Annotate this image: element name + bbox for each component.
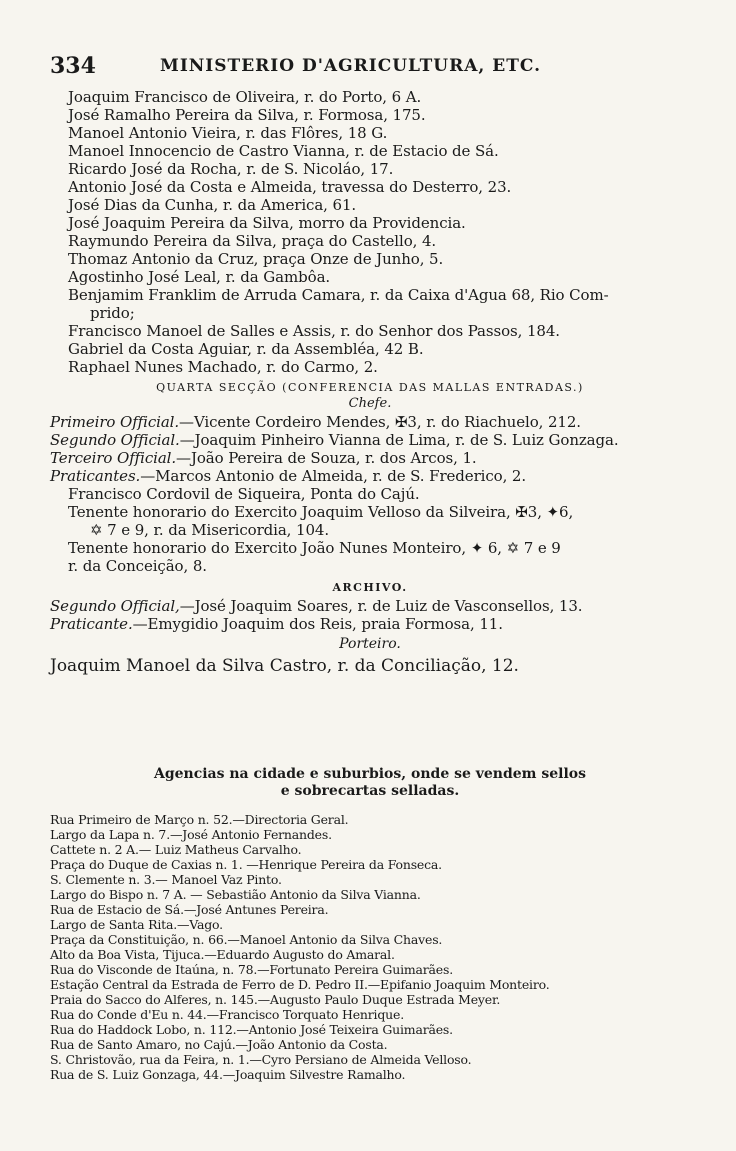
agencias-heading xyxy=(50,766,690,800)
agency-item: Cattete n. 2 A.— Luiz Matheus Carvalho. xyxy=(50,842,302,857)
list-item-continuation: ✡ 7 e 9, r. da Misericordia, 104. xyxy=(90,521,330,539)
official-line xyxy=(50,615,690,633)
list-item: Gabriel da Costa Aguiar, r. da Assembléa, 42 B. xyxy=(68,340,424,358)
agency-item: Praça do Duque de Caxias n. 1. —Henrique Pereira da Fonseca. xyxy=(50,857,442,872)
list-item: Benjamim Franklim de Arruda Camara, r. da Caixa d'Agua 68, Rio Com- xyxy=(68,286,609,304)
agency-item: S. Christovão, rua da Feira, n. 1.—Cyro Persiano de Almeida Velloso. xyxy=(50,1052,472,1067)
agency-item: Estação Central da Estrada de Ferro de D. Pedro II.—Epifanio Joaquim Monteiro. xyxy=(50,977,550,992)
list-item-continuation: prido; xyxy=(90,304,135,322)
agency-item: S. Clemente n. 3.— Manoel Vaz Pinto. xyxy=(50,872,282,887)
agencias-heading-line: e sobrecartas selladas. xyxy=(280,783,460,799)
porteiro-heading: Porteiro. xyxy=(339,636,401,652)
list-item: José Dias da Cunha, r. da America, 61. xyxy=(68,196,357,214)
agency-item: Largo da Lapa n. 7.—José Antonio Fernandes. xyxy=(50,827,332,842)
role-label: Primeiro Official. xyxy=(50,413,180,431)
official-detail: —Marcos Antonio de Almeida, r. de S. Frederico, 2. xyxy=(140,467,527,485)
agency-item: Rua de Estacio de Sá.—José Antunes Pereira. xyxy=(50,902,329,917)
agency-item: Rua do Haddock Lobo, n. 112.—Antonio José Teixeira Guimarães. xyxy=(50,1022,453,1037)
staff-list xyxy=(50,88,690,677)
list-item: Manoel Innocencio de Castro Vianna, r. de Estacio de Sá. xyxy=(68,142,499,160)
agencias-list xyxy=(50,812,690,1082)
role-label: Praticante. xyxy=(50,615,133,633)
list-item: Agostinho José Leal, r. da Gambôa. xyxy=(68,268,331,286)
official-detail: —Vicente Cordeiro Mendes, ✠3, r. do Riachuelo, 212. xyxy=(179,413,581,431)
subheading-chefe: Chefe. xyxy=(348,396,392,411)
role-label: Segundo Official, xyxy=(50,597,180,615)
list-item: Antonio José da Costa e Almeida, travessa do Desterro, 23. xyxy=(68,178,512,196)
list-item: Ricardo José da Rocha, r. de S. Nicoláo, 17. xyxy=(68,160,394,178)
running-title: MINISTERIO D'AGRICULTURA, ETC. xyxy=(160,56,541,76)
archivo-heading: ARCHIVO. xyxy=(332,581,408,594)
list-item: Raphael Nunes Machado, r. do Carmo, 2. xyxy=(68,358,378,376)
porteiro-line: Joaquim Manoel da Silva Castro, r. da Conciliação, 12. xyxy=(50,656,519,676)
agency-item: Rua do Conde d'Eu n. 44.—Francisco Torquato Henrique. xyxy=(50,1007,404,1022)
official-detail: —Emygidio Joaquim dos Reis, praia Formosa, 11. xyxy=(132,615,503,633)
official-detail: —José Joaquim Soares, r. de Luiz de Vasconsellos, 13. xyxy=(179,597,583,615)
official-line xyxy=(50,449,690,467)
official-line xyxy=(50,597,690,615)
agency-item: Rua Primeiro de Março n. 52.—Directoria Geral. xyxy=(50,812,349,827)
page-number: 334 xyxy=(50,53,96,79)
official-line xyxy=(50,413,690,431)
list-item: Francisco Cordovil de Siqueira, Ponta do Cajú. xyxy=(68,485,420,503)
role-label: Segundo Official. xyxy=(50,431,180,449)
list-item: Manoel Antonio Vieira, r. das Flôres, 18 G. xyxy=(68,124,388,142)
list-item: Francisco Manoel de Salles e Assis, r. do Senhor dos Passos, 184. xyxy=(68,322,560,340)
role-label: Praticantes. xyxy=(50,467,141,485)
list-item: José Ramalho Pereira da Silva, r. Formosa, 175. xyxy=(68,106,426,124)
agency-item: Praça da Constituição, n. 66.—Manoel Antonio da Silva Chaves. xyxy=(50,932,443,947)
agency-item: Rua do Visconde de Itaúna, n. 78.—Fortunato Pereira Guimarães. xyxy=(50,962,453,977)
list-item: Tenente honorario do Exercito Joaquim Velloso da Silveira, ✠3, ✦6, xyxy=(68,503,574,521)
agency-item: Praia do Sacco do Alferes, n. 145.—Augusto Paulo Duque Estrada Meyer. xyxy=(50,992,501,1007)
list-item: Thomaz Antonio da Cruz, praça Onze de Junho, 5. xyxy=(68,250,444,268)
page-header xyxy=(50,53,690,81)
agencias-heading-line: Agencias na cidade e suburbios, onde se vendem sellos xyxy=(153,766,587,782)
agency-item: Rua de Santo Amaro, no Cajú.—João Antonio da Costa. xyxy=(50,1037,388,1052)
agency-item: Largo do Bispo n. 7 A. — Sebastião Antonio da Silva Vianna. xyxy=(50,887,421,902)
official-detail: —Joaquim Pinheiro Vianna de Lima, r. de S. Luiz Gonzaga. xyxy=(179,431,619,449)
list-item: José Joaquim Pereira da Silva, morro da Providencia. xyxy=(68,214,466,232)
agency-item: Largo de Santa Rita.—Vago. xyxy=(50,917,223,932)
agency-item: Alto da Boa Vista, Tijuca.—Eduardo Augusto do Amaral. xyxy=(50,947,395,962)
list-item: Joaquim Francisco de Oliveira, r. do Porto, 6 A. xyxy=(68,88,422,106)
official-line xyxy=(50,431,690,449)
list-item-continuation: r. da Conceição, 8. xyxy=(68,557,207,575)
list-item: Raymundo Pereira da Silva, praça do Castello, 4. xyxy=(68,232,437,250)
section-heading: QUARTA SECÇÃO (CONFERENCIA DAS MALLAS ENTRADAS.) xyxy=(156,381,584,394)
role-label: Terceiro Official. xyxy=(50,449,177,467)
official-line xyxy=(50,467,690,485)
official-detail: —João Pereira de Souza, r. dos Arcos, 1. xyxy=(176,449,477,467)
agency-item: Rua de S. Luiz Gonzaga, 44.—Joaquim Silvestre Ramalho. xyxy=(50,1067,406,1082)
list-item: Tenente honorario do Exercito João Nunes Monteiro, ✦ 6, ✡ 7 e 9 xyxy=(68,539,561,557)
